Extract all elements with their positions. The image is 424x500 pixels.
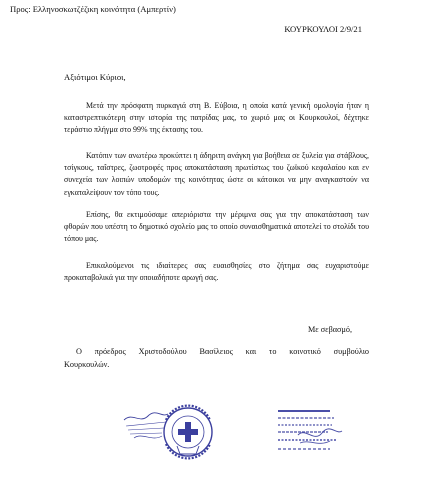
date-line: ΚΟΥΡΚΟΥΛΟΙ 2/9/21 — [284, 24, 362, 34]
signatory-line-1: Ο πρόεδρος Χριστοδούλου Βασίλειος και το κοινοτικό συμβούλιο — [76, 347, 369, 356]
closing: Με σεβασμό, — [307, 325, 352, 334]
signatory-line-2: Κουρκουλών. — [64, 360, 110, 369]
paragraph-fire: Μετά την πρόσφατη πυρκαγιά στη Β. Εύβοια, η οποία κατά γενική ομολογία ήταν η καταστρεπτικότερη στην ιστορία της πατρίδας μας, το χωριό μας οι Κουρκουλοί, δέχτηκε τεράστιο πλήγμα στο 99% της έκτασης του. — [64, 101, 369, 135]
paragraph-needs: Κατόπιν των ανωτέρω προκύπτει η άδηριτη ανάγκη για βοήθεια σε ξυλεία για στάβλους, τσίγκους, ταΐστρες, ζωοτροφές προς αποκατάσταση πρωτίστως του ζωϊκού κεφαλαίου και εν συνεχεία των λοιπών υποδομών της κοινότητας ώστε οι κάτοικοι να μην αναγκαστούν να εγκαταλείψουν τον τόπο τους. — [64, 151, 369, 197]
greeting: Αξιότιμοι Κύριοι, — [64, 72, 126, 82]
signatory — [64, 345, 369, 371]
paragraph-thanks: Επικαλούμενοι τις ιδιαίτερες σας ευαισθησίες στο ζήτημα σας ευχαριστούμε προκαταβολικά για την οποιαδήποτε αρωγή σας. — [64, 261, 369, 283]
recipient-line: Προς: Ελληνοσκωτζέζικη κοινότητα (Αμπερτίν) — [10, 4, 176, 14]
seal-stamp-right — [270, 405, 358, 465]
paragraph-school: Επίσης, θα εκτιμούσαμε απεριόριστα την μέριμνα σας για την αποκατάσταση των φθορών που υπέστη το δημοτικό σχολείο μας το οποίο συναισθηματικά αποτελεί το στολίδι του τόπου μας. — [64, 210, 369, 244]
seal-stamp-left — [122, 402, 214, 462]
